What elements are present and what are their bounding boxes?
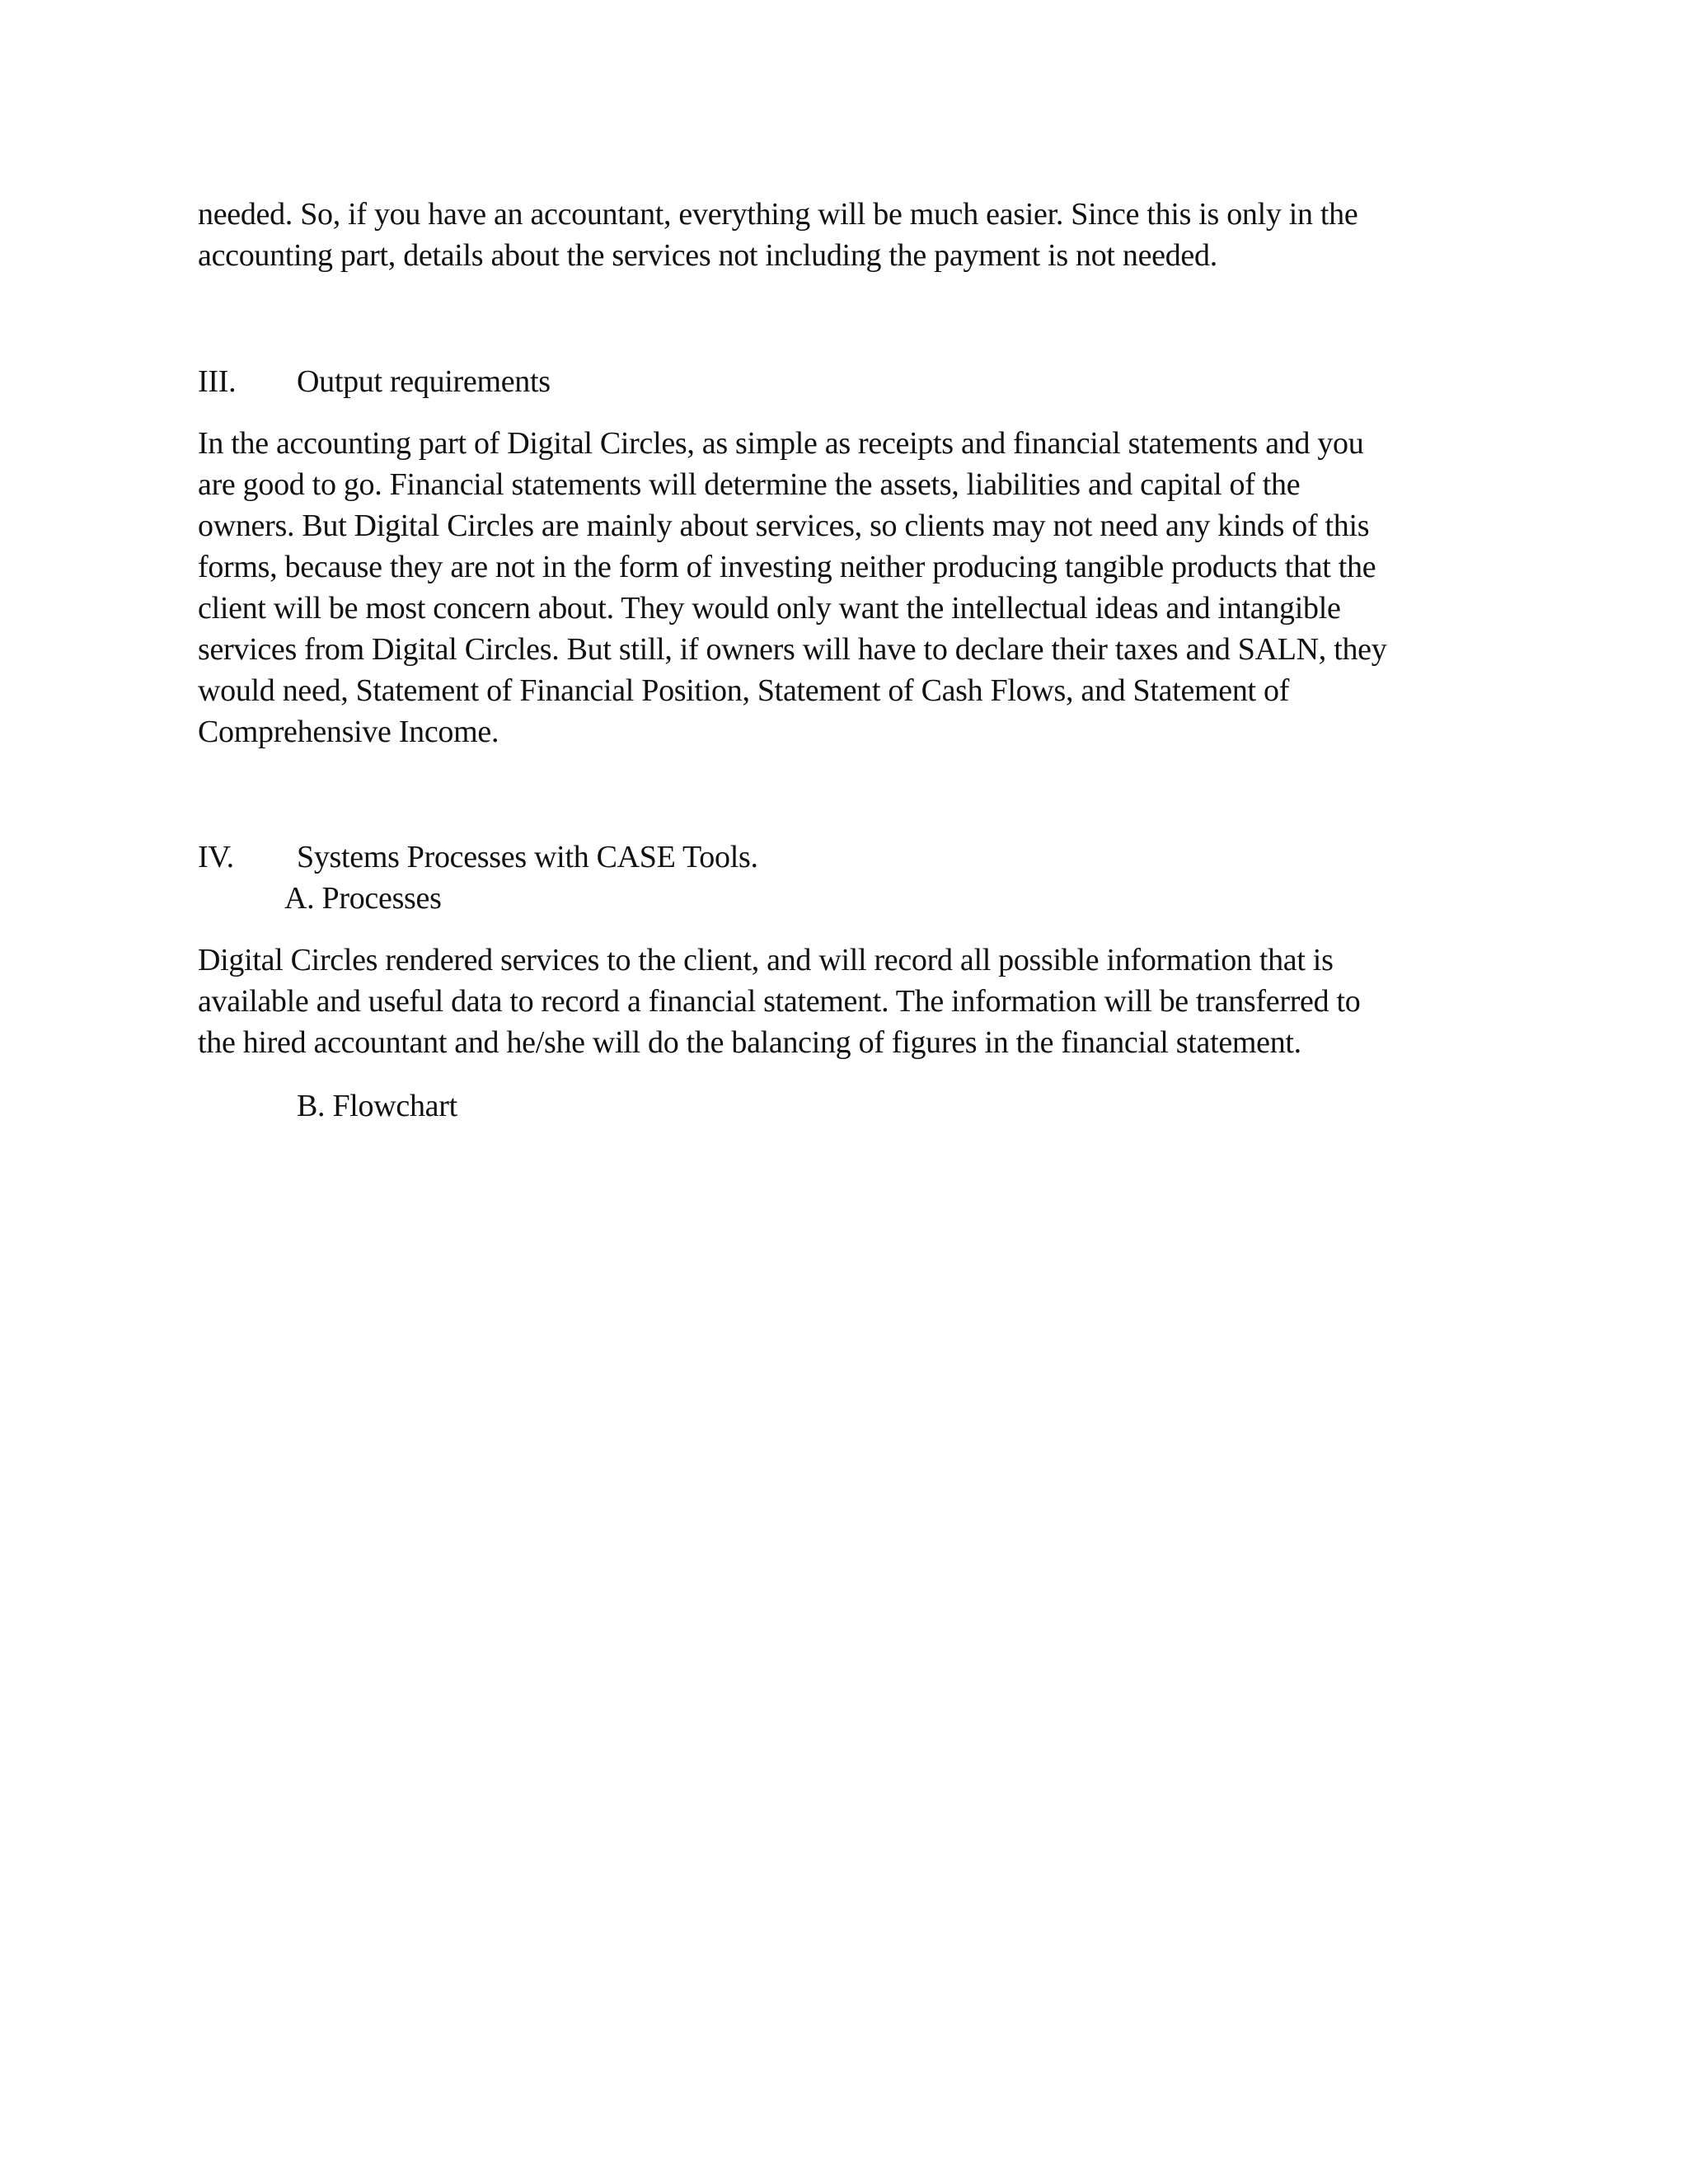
section-3-line-3: owners. But Digital Circles are mainly about services, so clients may not need any kinds of this xyxy=(198,509,1370,543)
section-3-line-7: would need, Statement of Financial Position, Statement of Cash Flows, and Statement of xyxy=(198,673,1290,708)
section-3-title: Output requirements xyxy=(297,364,551,399)
section-3-line-2: are good to go. Financial statements will determine the assets, liabilities and capital of the xyxy=(198,467,1301,502)
section-3-line-6: services from Digital Circles. But still, if owners will have to declare their taxes and SALN, they xyxy=(198,632,1387,667)
subsection-b-heading: B. Flowchart xyxy=(297,1089,457,1123)
section-4-title: Systems Processes with CASE Tools. xyxy=(297,840,758,874)
section-3-line-5: client will be most concern about. They would only want the intellectual ideas and intangible xyxy=(198,591,1341,626)
section-4-line-3: the hired accountant and he/she will do the balancing of figures in the financial statement. xyxy=(198,1025,1301,1060)
section-4-line-1: Digital Circles rendered services to the client, and will record all possible information that is xyxy=(198,943,1334,977)
intro-line-2: accounting part, details about the services not including the payment is not needed. xyxy=(198,238,1217,273)
section-3-line-1: In the accounting part of Digital Circles, as simple as receipts and financial statements and you xyxy=(198,426,1364,461)
section-3-line-4: forms, because they are not in the form of investing neither producing tangible products that the xyxy=(198,550,1376,584)
intro-line-1: needed. So, if you have an accountant, everything will be much easier. Since this is only in the xyxy=(198,197,1358,232)
section-4-line-2: available and useful data to record a financial statement. The information will be transferred to xyxy=(198,984,1361,1019)
section-4-numeral: IV. xyxy=(198,840,234,874)
section-3-numeral: III. xyxy=(198,364,237,399)
section-3-line-8: Comprehensive Income. xyxy=(198,715,499,749)
subsection-a-heading: A. Processes xyxy=(284,881,442,916)
